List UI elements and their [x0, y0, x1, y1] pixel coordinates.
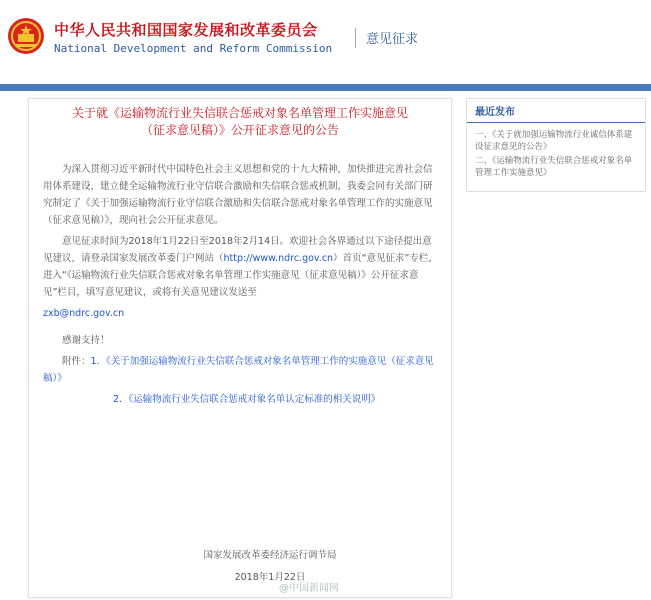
para2-text-b: ）首页“意见征求”专栏，进入“《运输物流行业失信联合惩戒对象名单管理工作实施意见（征求意见稿）》公开征求意见”栏目，填写意见建议，或将有关意见建议发送至 [43, 253, 438, 298]
attachment-link-1[interactable]: 1．《关于加强运输物流行业失信联合惩戒对象名单管理工作的实施意见（征求意见稿）》 [43, 356, 434, 384]
thanks-text: 感谢支持！ [62, 335, 110, 346]
notice-paragraph-1: 为深入贯彻习近平新时代中国特色社会主义思想和党的十九大精神，加快推进完善社会信用体系建设，建立健全运输物流行业守信联合激励和失信联合惩戒机制，我委会同有关部门研究制定了《关于加强运输物流行业守信联合激励和失信联合惩戒对象名单管理工作的实施意见（征求意见稿）》，现向社会公开征求意见。 [43, 164, 433, 226]
site-header [0, 0, 651, 80]
publish-date: 2018年1月22日 [234, 572, 306, 583]
attachment-label: 附件： [62, 356, 91, 367]
ndrc-website-link[interactable]: http://www.ndrc.gov.cn [223, 253, 334, 264]
para2-text-a: 意见征求时间为2018年1月22日至2018年2月14日。欢迎社会各界通过以下途径提出意见建议，请登录国家发展改革委门户网站（ [43, 236, 432, 264]
attachment-row-2 [43, 391, 439, 408]
national-emblem-icon [6, 16, 46, 56]
notice-paragraph-2 [43, 233, 439, 301]
email-link[interactable]: zxb@ndrc.gov.cn [43, 308, 125, 319]
side-panel-heading: 最近发布 [467, 99, 645, 123]
side-list-item[interactable]: 二、《运输物流行业失信联合惩戒对象名单管理工作实施意见》 [475, 156, 633, 178]
signer: 国家发展改革委经济运行调节局 [203, 550, 337, 561]
side-list-item[interactable]: 一、《关于就加强运输物流行业诚信体系建设征求意见的公告》 [475, 130, 633, 152]
site-title-en: National Development and Reform Commission [54, 42, 333, 55]
header-divider [355, 28, 356, 48]
side-panel-list [467, 123, 645, 187]
header-band [0, 84, 651, 91]
notice-card [28, 98, 452, 598]
attachment-link-2[interactable]: 2．《运输物流行业失信联合惩戒对象名单认定标准的相关说明》 [113, 394, 381, 405]
attachment-row-1 [43, 353, 439, 387]
notice-title [29, 105, 451, 139]
watermark: @中国新闻网 [279, 583, 339, 594]
notice-title-line2: （征求意见稿）》公开征求意见的公告 [140, 123, 339, 137]
notice-body [29, 161, 451, 408]
notice-title-line1: 关于就《运输物流行业失信联合惩戒对象名单管理工作实施意见 [71, 106, 408, 120]
recent-releases-panel [466, 98, 646, 192]
site-title-cn[interactable]: 中华人民共和国国家发展和改革委员会 [54, 21, 318, 39]
section-title[interactable]: 意见征求 [366, 32, 419, 47]
